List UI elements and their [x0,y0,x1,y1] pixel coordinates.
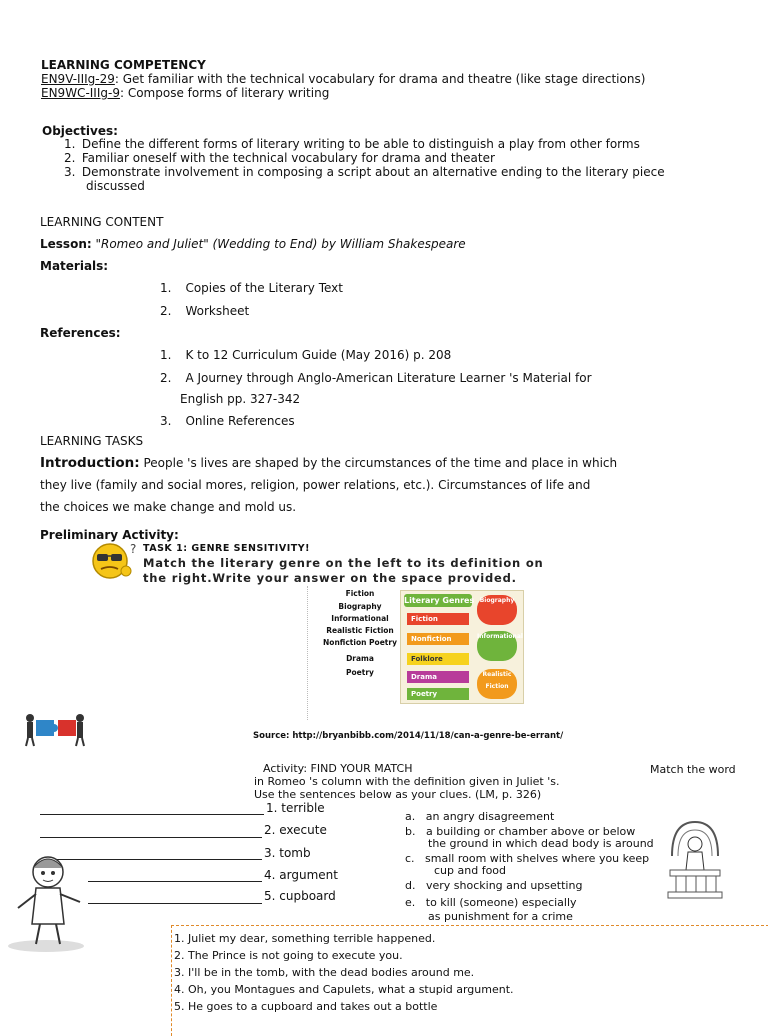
material-item: 1. Copies of the Literary Text [160,281,343,295]
answer-blank-1[interactable] [40,814,264,815]
clue-sentence: 3. I'll be in the tomb, with the dead bodies around me. [174,966,475,979]
word-item: 1. terrible [266,801,325,815]
intro-line-2: they live (family and social mores, religion, power relations, etc.). Circumstances of life and [40,478,591,492]
answer-blank-4[interactable] [88,881,262,882]
answer-blank-2[interactable] [40,837,262,838]
genre-list [318,588,402,679]
task1-line-1: Match the literary genre on the left to its definition on [143,556,544,570]
objective-item-continued: discussed [86,179,145,193]
literary-genres-poster [400,590,524,704]
competency-item-2 [41,86,329,100]
image-frame-edge [307,586,308,720]
genre-label: Nonfiction Poetry [323,638,397,647]
reference-item: 2. A Journey through Anglo-American Literature Learner 's Material for [160,371,592,385]
reference-item-continued: English pp. 327-342 [180,392,301,406]
prelim-label: Preliminary Activity: [40,528,179,542]
romeo-cartoon-icon [0,846,92,956]
competency-text: : Get familiar with the technical vocabulary for drama and theatre (like stage directions) [114,72,646,86]
clue-sentence: 1. Juliet my dear, something terrible happened. [174,932,436,945]
genre-label: Fiction [345,589,375,598]
task1-title: TASK 1: GENRE SENSITIVITY! [143,543,310,554]
clue-sentence: 4. Oh, you Montagues and Capulets, what a stupid argument. [174,983,514,996]
definition-item-continued: as punishment for a crime [428,910,573,923]
intro-label: Introduction: [40,455,140,471]
lesson-line [40,237,466,251]
intro-line-1: Introduction: People 's lives are shaped by the circumstances of the time and place in which [40,455,618,471]
competency-code[interactable]: EN9V-IIIg-29 [41,72,115,86]
objective-item: 2. Familiar oneself with the technical vocabulary for drama and theater [64,151,495,165]
activity-title: Activity: FIND YOUR MATCH [263,762,413,775]
objective-item: 1. Define the different forms of literary writing to be able to distinguish a play from other forms [64,137,640,151]
activity-line-3: Use the sentences below as your clues. (LM, p. 326) [254,788,542,801]
word-item: 4. argument [264,868,338,882]
lesson-label: Lesson: [40,237,92,251]
word-item: 5. cupboard [264,889,336,903]
activity-right-text: Match the word [650,763,736,776]
materials-label: Materials: [40,259,109,273]
definition-item: b. a building or chamber above or below [405,825,636,838]
poster-tag: Drama [407,671,469,683]
poster-tag: Poetry [407,688,469,700]
tasks-title: LEARNING TASKS [40,434,144,448]
activity-line-2: in Romeo 's column with the definition given in Juliet 's. [254,775,560,788]
answer-blank-5[interactable] [88,903,262,904]
content-title: LEARNING CONTENT [40,215,164,229]
genre-label: Poetry [346,668,374,677]
definition-item-continued: the ground in which dead body is around [428,837,654,850]
competency-item-1 [41,72,645,86]
source-link[interactable]: Source: http://bryanbibb.com/2014/11/18/can-a-genre-be-errant/ [253,731,564,741]
svg-text:?: ? [130,542,137,556]
definition-item: d. very shocking and upsetting [405,879,583,892]
competency-code[interactable]: EN9WC-IIIg-9 [41,86,120,100]
thinking-emoji-icon [88,541,140,581]
juliet-balcony-cartoon-icon [662,816,728,908]
poster-title: Literary Genres [404,596,475,605]
poster-tag: Fiction [407,613,469,625]
task1-line-2: the right.Write your answer on the space provided. [143,571,517,585]
word-item: 2. execute [264,823,327,837]
objectives-title: Objectives: [42,124,118,138]
puzzle-people-icon [20,712,90,748]
clue-sentence: 5. He goes to a cupboard and takes out a bottle [174,1000,438,1013]
genre-label: Drama [346,654,374,663]
poster-tag: Nonfiction [407,633,469,645]
definition-item: a. an angry disagreement [405,810,555,823]
poster-tag: Folklore [407,653,469,665]
definition-item-continued: cup and food [434,864,507,877]
definition-item: e. to kill (someone) especially [405,896,577,909]
definition-item: c. small room with shelves where you keep [405,852,650,865]
material-item: 2. Worksheet [160,304,250,318]
poster-bubble: Realistic Fiction [477,669,517,699]
reference-item: 1. K to 12 Curriculum Guide (May 2016) p. 208 [160,348,452,362]
intro-line-3: the choices we make change and mold us. [40,500,297,514]
lesson-text: "Romeo and Juliet" (Wedding to End) by William Shakespeare [95,237,466,251]
genre-label: Biography [338,602,382,611]
genre-label: Realistic Fiction [326,626,394,635]
word-item: 3. tomb [264,846,311,860]
poster-bubble: Informational [477,631,517,661]
objective-item: 3. Demonstrate involvement in composing a script about an alternative ending to the literary piece [64,165,665,179]
poster-bubble: Biography [477,595,517,625]
reference-item: 3. Online References [160,414,295,428]
clue-sentence: 2. The Prince is not going to execute you. [174,949,403,962]
genre-label: Informational [331,614,389,623]
competency-title: LEARNING COMPETENCY [41,58,206,72]
references-label: References: [40,326,121,340]
competency-text: : Compose forms of literary writing [119,86,330,100]
